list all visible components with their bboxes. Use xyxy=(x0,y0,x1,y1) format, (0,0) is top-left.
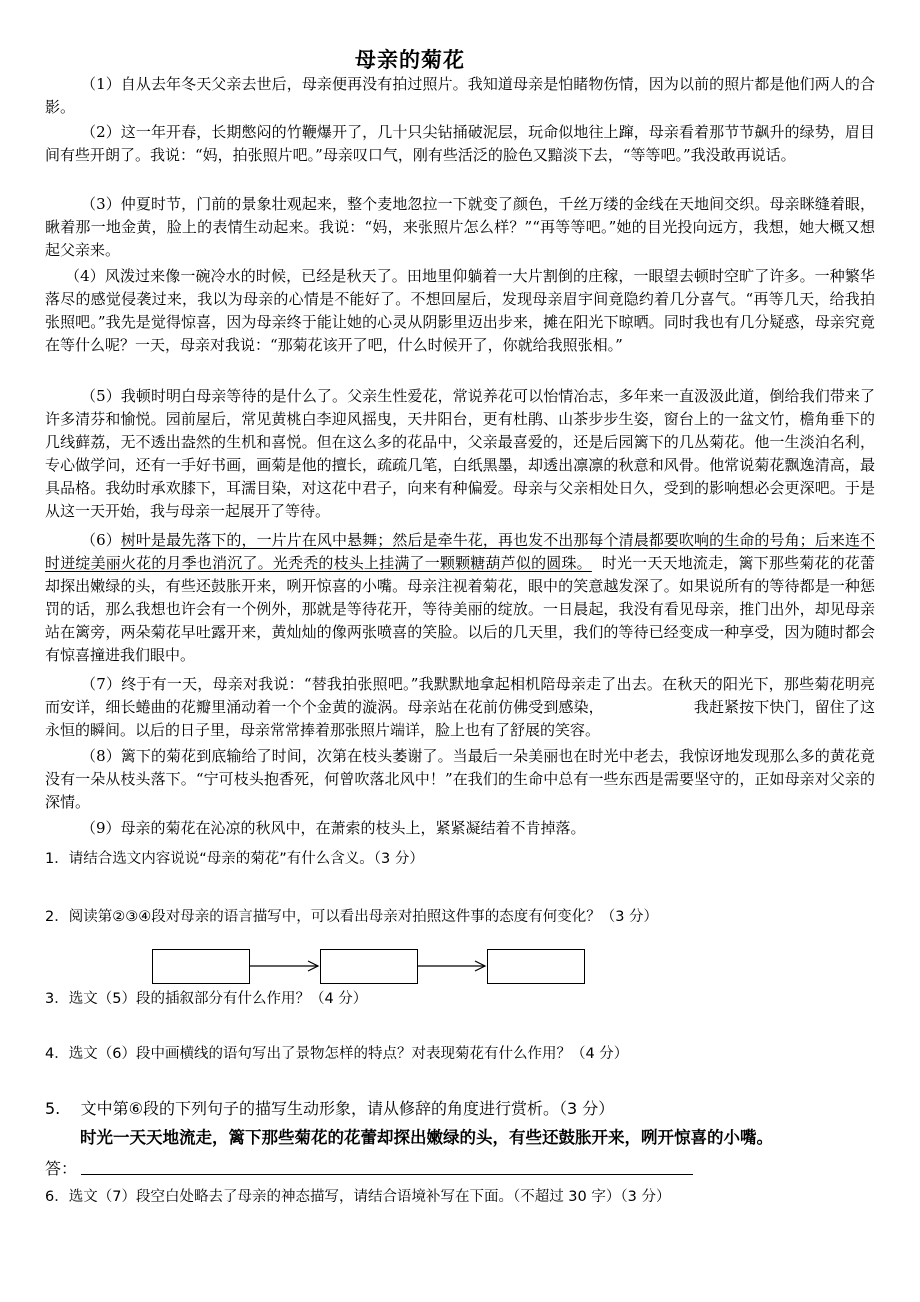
paragraph-3-text: （3）仲夏时节，门前的景象壮观起来，整个麦地忽拉一下就变了颜色，千丝万缕的金线在天地间交织。母亲眯缝着眼，瞅着那一地金黄，脸上的表情生动起来。我说：“妈，来张照片怎么样？”“再等等吧。”她的目光投向远方，我想，她大概又想起父亲来。 xyxy=(45,195,875,259)
paragraph-2-text: （2）这一年开春，长期憋闷的竹鞭爆开了，几十只尖钻捅破泥层，玩命似地往上蹿，母亲看着那节节飙升的绿势，眉目间有些开朗了。我说：“妈，拍张照片吧。”母亲叹口气，刚有些活泛的脸色又黯淡下去，“等等吧。”我没敢再说话。 xyxy=(45,123,875,164)
article-title: 母亲的菊花 xyxy=(355,48,465,72)
underlined-sentence: 树叶是最先落下的，一片片在风中悬舞；然后是牵牛花，再也发不出那每个清晨都要吹响的生命的号角；后来连不时迸绽美丽火花的月季也消沉了。光秃秃的枝头上挂满了一颗颗糖葫芦似的圆珠。 xyxy=(45,531,875,572)
paragraph-4-text: （4）风泼过来像一碗冷水的时候，已经是秋天了。田地里仰躺着一大片割倒的庄稼，一眼望去顿时空旷了许多。一种繁华落尽的感觉侵袭过来，我以为母亲的心情是不能好了。不想回屋后，发现母亲眉宇间竟隐约着几分喜气。“再等几天，给我拍张照吧。”我先是觉得惊喜，因为母亲终于能让她的心灵从阴影里迈出步来，摊在阳光下晾晒。同时我也有几分疑惑，母亲究竟在等什么呢？一天，母亲对我说：“那菊花该开了吧，什么时候开了，你就给我照张相。” xyxy=(45,267,875,354)
paragraph-1 xyxy=(45,73,875,119)
paragraph-1-text: （1）自从去年冬天父亲去世后，母亲便再没有拍过照片。我知道母亲是怕睹物伤情，因为以前的照片都是他们两人的合影。 xyxy=(45,75,875,116)
arrow-2 xyxy=(418,961,485,971)
paragraph-7-text-a: （7）终于有一天，母亲对我说：“替我拍张照吧。”我默默地拿起相机陪母亲走了出去。在秋天的阳光下，那些菊花明亮而安详，细长蜷曲的花瓣里涌动着一个个金黄的漩涡。母亲站在花前仿佛受到感染， xyxy=(45,675,875,716)
answer-box-1[interactable] xyxy=(152,949,250,984)
question-4: 4．选文（6）段中画横线的语句写出了景物怎样的特点？对表现菊花有什么作用？（4 分） xyxy=(45,1046,629,1062)
paragraph-7-text-b: 我 xyxy=(693,698,709,716)
paragraph-5 xyxy=(45,385,875,523)
paragraph-6-text: 时光一天天地流走，篱下那些菊花的花蕾却探出嫩绿的头，有些还鼓胀开来，咧开惊喜的小嘴。母亲注视着菊花，眼中的笑意越发深了。如果说所有的等待都是一种惩罚的话，那么我想也许会有一个例外，那就是等待花开，等待美丽的绽放。一日晨起，我没有看见母亲，推门出外，却见母亲站在篱旁，两朵菊花早吐露开来，黄灿灿的像两张喷喜的笑脸。以后的几天里，我们的等待已经变成一种享受，因为随时都会有惊喜撞进我们眼中。 xyxy=(45,554,875,664)
question-5: 5. 文中第⑥段的下列句子的描写生动形象，请从修辞的角度进行赏析。（3 分） xyxy=(45,1099,615,1118)
answer-box-2[interactable] xyxy=(320,949,418,984)
paragraph-7 xyxy=(45,673,875,742)
paragraph-9-text: （9）母亲的菊花在沁凉的秋风中，在萧索的枝头上，紧紧凝结着不肯掉落。 xyxy=(81,819,586,837)
answer-label: 答： xyxy=(45,1159,78,1178)
question-3: 3．选文（5）段的插叙部分有什么作用？（4 分） xyxy=(45,991,368,1007)
paragraph-6-number: （6） xyxy=(81,531,121,549)
answer-box-3[interactable] xyxy=(487,949,585,984)
paragraph-9 xyxy=(45,817,875,840)
paragraph-4 xyxy=(45,265,875,357)
question-5-sentence: 时光一天天地流走，篱下那些菊花的花蕾却探出嫩绿的头，有些还鼓胀开来，咧开惊喜的小嘴。 xyxy=(80,1128,773,1147)
arrow-1 xyxy=(250,961,318,971)
paragraph-7-text-c: 赶紧按下快门，留住了这永恒的瞬间。以后的日子里，母亲常常捧着那张照片端详，脸上也有了舒展的笑容。 xyxy=(45,698,875,739)
paragraph-3 xyxy=(45,193,875,262)
question-6: 6．选文（7）段空白处略去了母亲的神态描写，请结合语境补写在下面。（不超过 30 字）（3 分） xyxy=(45,1189,671,1205)
question-2: 2．阅读第②③④段对母亲的语言描写中，可以看出母亲对拍照这件事的态度有何变化？（3 分） xyxy=(45,909,659,925)
question-1: 1．请结合选文内容说说“母亲的菊花”有什么含义。（3 分） xyxy=(45,851,424,867)
paragraph-8-text: （8）篱下的菊花到底输给了时间，次第在枝头萎谢了。当最后一朵美丽也在时光中老去，我惊讶地发现那么多的黄花竟没有一朵从枝头落下。“宁可枝头抱香死，何曾吹落北风中！”在我们的生命中总有一些东西是需要坚守的，正如母亲对父亲的深情。 xyxy=(45,747,875,811)
answer-row xyxy=(45,1156,705,1179)
paragraph-6 xyxy=(45,529,875,667)
paragraph-8 xyxy=(45,745,875,814)
paragraph-5-text: （5）我顿时明白母亲等待的是什么了。父亲生性爱花，常说养花可以怡情冶志，多年来一直汲汲此道，倒给我们带来了许多清芬和愉悦。园前屋后，常见黄桃白李迎风摇曳，天井阳台，更有杜鹃、山茶步步生姿，窗台上的一盆文竹，檐角垂下的几线藓荔，无不透出盎然的生机和喜悦。但在这么多的花品中，父亲最喜爱的，还是后园篱下的几丛菊花。他一生淡泊名利，专心做学问，还有一手好书画，画菊是他的擅长，疏疏几笔，白纸黑墨，却透出凛凛的秋意和风骨。他常说菊花飘逸清高，最具品格。我幼时承欢膝下，耳濡目染，对这花中君子，向来有种偏爱。母亲与父亲相处日久，受到的影响想必会更深吧。于是从这一天开始，我与母亲一起展开了等待。 xyxy=(45,387,875,520)
paragraph-2 xyxy=(45,121,875,167)
answer-line[interactable] xyxy=(81,1174,693,1175)
